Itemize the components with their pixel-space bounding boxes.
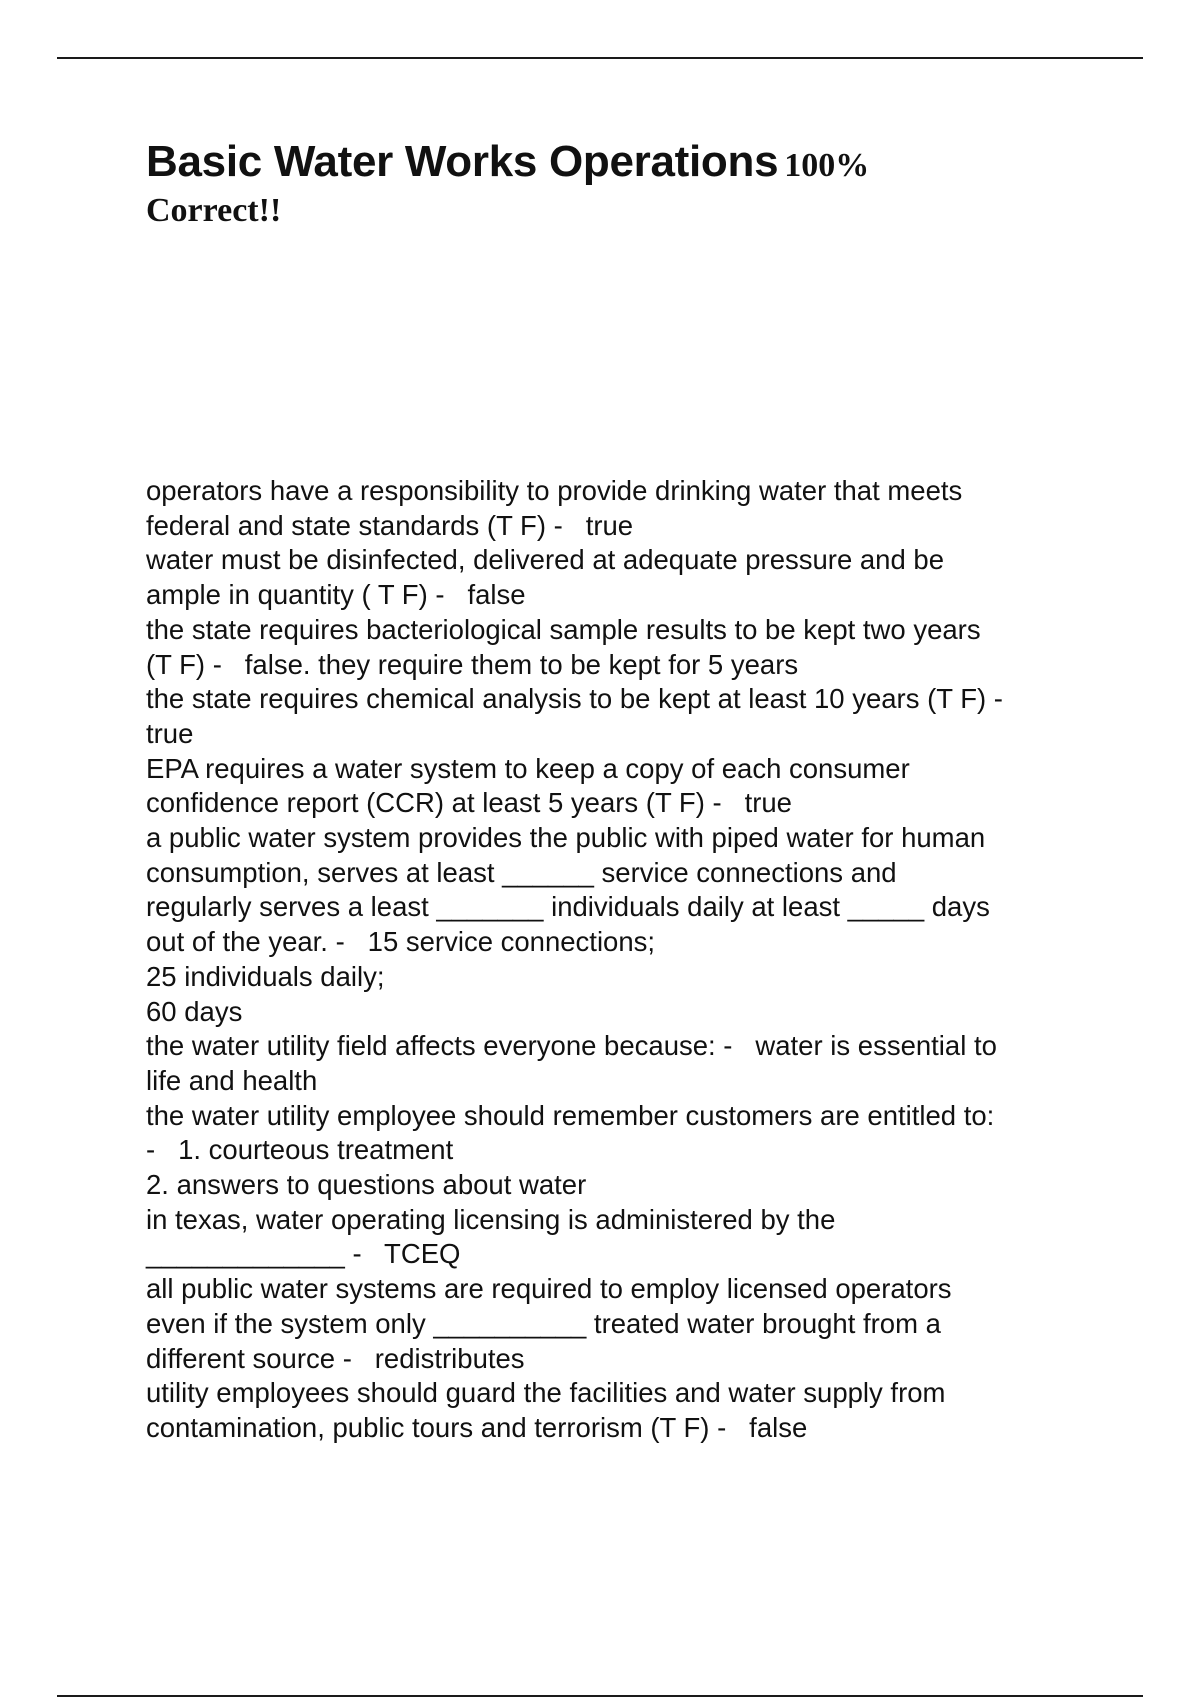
text-line: 25 individuals daily; (146, 960, 385, 992)
text-line: consumption, serves at least ______ service connections and (146, 856, 897, 888)
bottom-rule (57, 1695, 1143, 1697)
text-line: the state requires bacteriological sample results to be kept two years (146, 613, 981, 645)
title-line-1 (146, 137, 1106, 186)
title-suffix: 100% (784, 147, 870, 184)
text-line: confidence report (CCR) at least 5 years (T F) - true (146, 787, 792, 819)
text-line: ample in quantity ( T F) - false (146, 579, 526, 611)
title-main: Basic Water Works Operations (146, 137, 779, 186)
text-line: life and health (146, 1064, 318, 1096)
text-line: 2. answers to questions about water (146, 1169, 587, 1201)
text-line: EPA requires a water system to keep a copy of each consumer (146, 752, 910, 784)
text-line: in texas, water operating licensing is administered by the (146, 1203, 836, 1235)
text-line: operators have a responsibility to provide drinking water that meets (146, 475, 963, 506)
text-line: utility employees should guard the facilities and water supply from (146, 1377, 946, 1409)
text-line: different source - redistributes (146, 1342, 525, 1374)
text-line: true (146, 717, 194, 749)
text-line: the water utility field affects everyone because: - water is essential to (146, 1030, 997, 1062)
text-line: a public water system provides the public with piped water for human (146, 822, 986, 854)
top-rule (57, 57, 1143, 59)
document-title (146, 137, 1106, 229)
title-line-2: Correct!! (146, 192, 282, 229)
text-line: contamination, public tours and terrorism (T F) - false (146, 1411, 808, 1443)
text-line: water must be disinfected, delivered at adequate pressure and be (146, 544, 944, 576)
text-line: - 1. courteous treatment (146, 1134, 454, 1166)
text-line: (T F) - false. they require them to be kept for 5 years (146, 648, 799, 680)
text-line: _____________ - TCEQ (146, 1238, 461, 1270)
text-line: the water utility employee should remember customers are entitled to: (146, 1099, 995, 1131)
text-line: the state requires chemical analysis to be kept at least 10 years (T F) - (146, 683, 1003, 715)
text-line: 60 days (146, 995, 243, 1027)
text-line: all public water systems are required to employ licensed operators (146, 1273, 952, 1305)
text-line: out of the year. - 15 service connections; (146, 926, 656, 958)
text-line: even if the system only __________ treated water brought from a (146, 1307, 941, 1339)
text-line: federal and state standards (T F) - true (146, 509, 634, 541)
question-answer-list (146, 474, 1106, 1446)
text-line: regularly serves a least _______ individuals daily at least _____ days (146, 891, 990, 923)
